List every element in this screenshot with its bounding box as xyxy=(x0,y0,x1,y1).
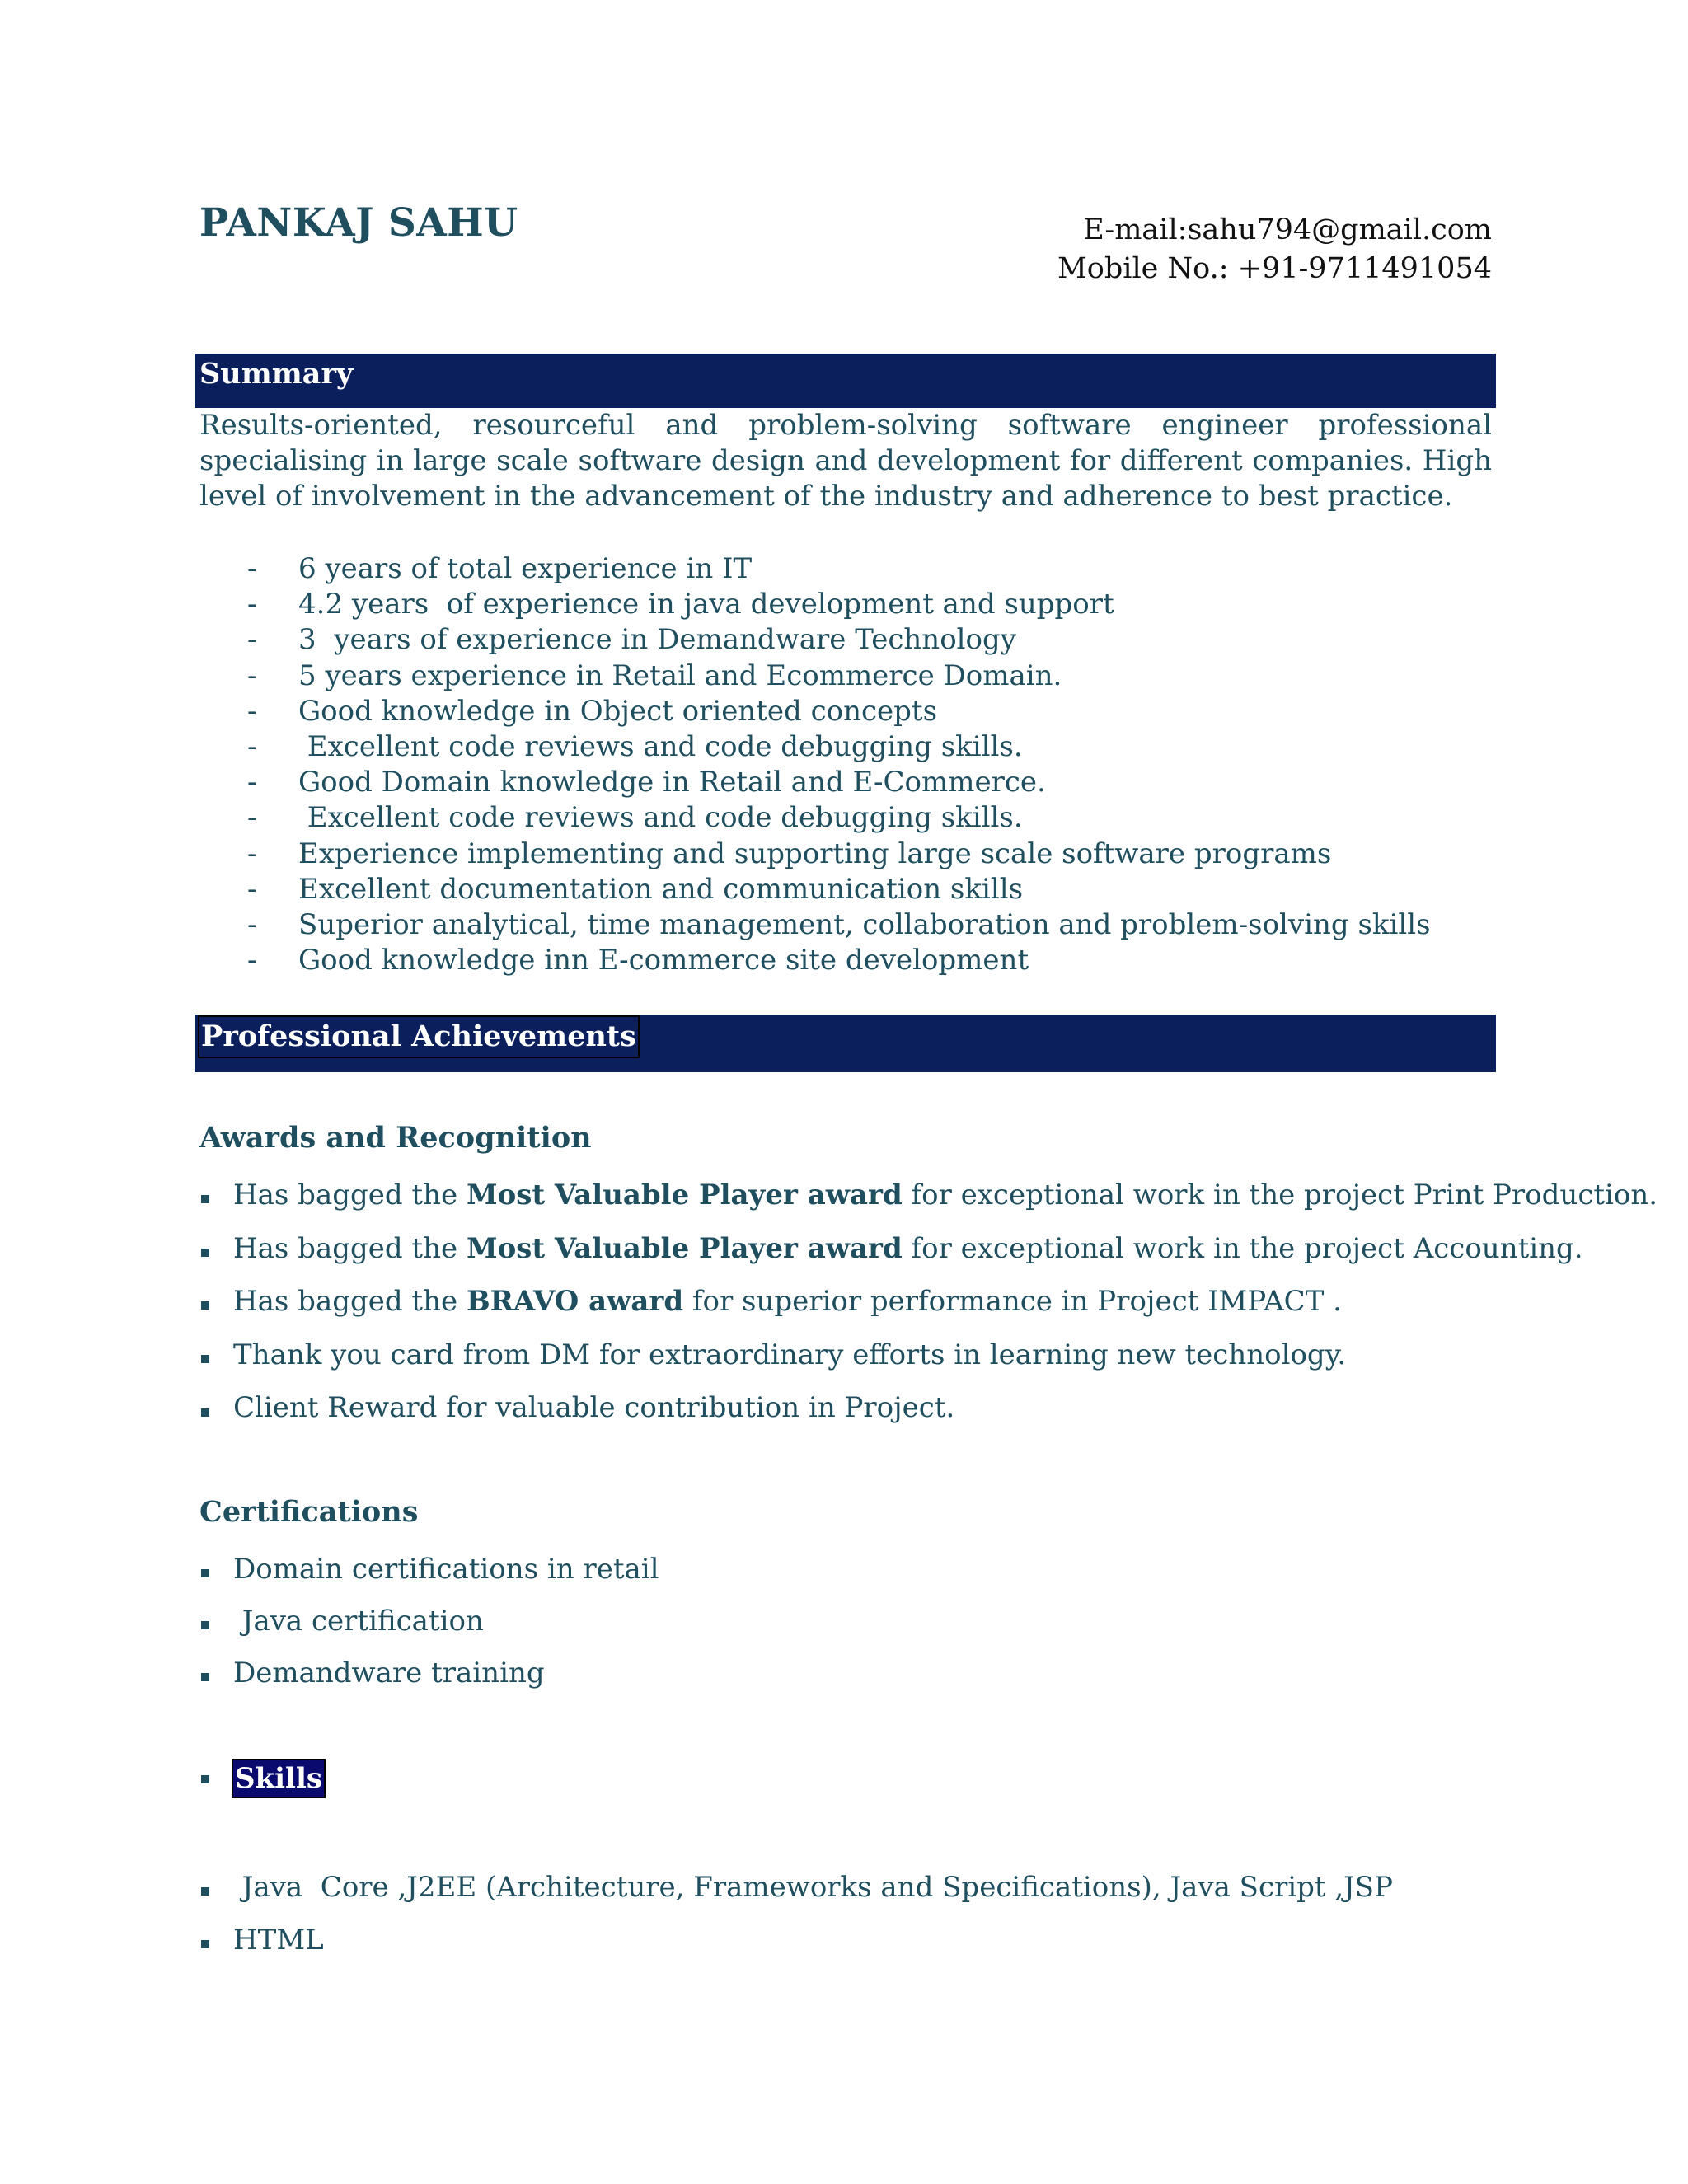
list-item: Client Reward for valuable contribution in Project. xyxy=(199,1386,1658,1440)
square-bullet-icon xyxy=(201,1569,209,1577)
summary-heading-bar xyxy=(195,354,1496,408)
list-item: Thank you card from DM for extraordinary efforts in learning new technology. xyxy=(199,1333,1658,1387)
certifications-list xyxy=(199,1548,659,1704)
list-item: Java Core ,J2EE (Architecture, Frameworks and Specifications), Java Script ,JSP xyxy=(199,1866,1393,1919)
list-item: - 3 years of experience in Demandware Technology xyxy=(247,623,1016,657)
achievements-heading-bar xyxy=(195,1015,1496,1072)
list-item: Demandware training xyxy=(199,1652,659,1704)
skills-list xyxy=(199,1866,1393,1971)
summary-paragraph: Results-oriented, resourceful and problem-solving software engineer professional specialising in large scale software design and development for different companies. High level of involvement in the advancement of the industry and adherence to best practice. xyxy=(199,409,1492,513)
list-item: Domain certifications in retail xyxy=(199,1548,659,1600)
square-bullet-icon xyxy=(201,1195,209,1203)
list-item: - 6 years of total experience in IT xyxy=(247,552,753,585)
list-item: Java certification xyxy=(199,1600,659,1652)
list-item: HTML xyxy=(199,1919,1393,1971)
email-text: E-mail:sahu794@gmail.com xyxy=(1083,213,1492,246)
list-item: - Superior analytical, time management, collaboration and problem-solving skills xyxy=(247,908,1431,942)
list-item: Has bagged the BRAVO award for superior performance in Project IMPACT . xyxy=(199,1280,1658,1333)
list-item: - Excellent documentation and communication skills xyxy=(247,872,1024,906)
contact-block xyxy=(1057,211,1492,288)
candidate-name: PANKAJ SAHU xyxy=(199,200,518,246)
square-bullet-icon xyxy=(201,1621,209,1629)
square-bullet-icon xyxy=(201,1355,209,1363)
list-item: - 4.2 years of experience in java development and support xyxy=(247,588,1114,621)
square-bullet-icon xyxy=(201,1249,209,1257)
list-item: - Experience implementing and supporting large scale software programs xyxy=(247,837,1332,870)
square-bullet-icon xyxy=(201,1408,209,1417)
square-bullet-icon xyxy=(201,1887,209,1896)
certifications-heading: Certifications xyxy=(199,1495,419,1529)
list-item: Has bagged the Most Valuable Player award for exceptional work in the project Print Production. xyxy=(199,1174,1658,1227)
mobile-text: Mobile No.: +91-9711491054 xyxy=(1057,252,1492,285)
awards-heading: Awards and Recognition xyxy=(199,1121,592,1155)
list-item: - Good knowledge inn E-commerce site development xyxy=(247,944,1029,977)
list-item: - Excellent code reviews and code debugging skills. xyxy=(247,801,1023,835)
list-item: - 5 years experience in Retail and Ecommerce Domain. xyxy=(247,658,1062,692)
square-bullet-icon xyxy=(201,1775,209,1783)
skills-heading: Skills xyxy=(235,1762,323,1795)
square-bullet-icon xyxy=(201,1673,209,1681)
list-item: Has bagged the Most Valuable Player award for exceptional work in the project Accounting. xyxy=(199,1227,1658,1281)
summary-heading: Summary xyxy=(199,357,354,391)
list-item: - Good Domain knowledge in Retail and E-Commerce. xyxy=(247,766,1046,799)
achievements-heading: Professional Achievements xyxy=(199,1017,638,1057)
list-item: - Excellent code reviews and code debugging skills. xyxy=(247,730,1023,764)
awards-list xyxy=(199,1174,1658,1440)
square-bullet-icon xyxy=(201,1301,209,1310)
square-bullet-icon xyxy=(201,1940,209,1948)
list-item: - Good knowledge in Object oriented concepts xyxy=(247,694,938,728)
summary-bullet-list xyxy=(247,551,1431,978)
